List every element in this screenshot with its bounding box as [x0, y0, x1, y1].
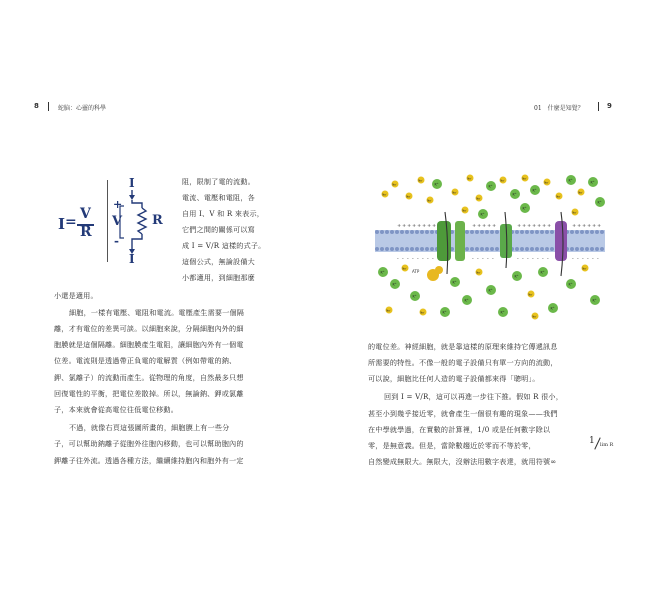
- positive-charge: +: [427, 223, 432, 229]
- circuit-plus: +: [113, 198, 123, 211]
- lipid-head: [410, 230, 414, 234]
- sodium-ion-label: Na⁺: [427, 199, 433, 203]
- negative-charge: -: [412, 256, 414, 262]
- potassium-ion-label: K⁺: [512, 192, 517, 197]
- positive-charge: +: [482, 223, 487, 229]
- positive-charge: +: [472, 223, 477, 229]
- positive-charge: +: [522, 223, 527, 229]
- negative-charge: -: [402, 256, 404, 262]
- potassium-ion-label: K⁺: [514, 274, 519, 279]
- positive-charge: +: [397, 223, 402, 229]
- right-page-number: 9: [607, 102, 612, 110]
- negative-charge: -: [517, 256, 519, 262]
- right-header-rule: [598, 102, 599, 111]
- lipid-head: [485, 247, 489, 251]
- positive-charge: +: [532, 223, 537, 229]
- potassium-ion-label: K⁺: [380, 270, 385, 275]
- lipid-head: [470, 247, 474, 251]
- sodium-ion-label: Na⁺: [578, 191, 584, 195]
- equation-lhs: I: [58, 215, 66, 233]
- lipid-head: [480, 247, 484, 251]
- lipid-head: [570, 230, 574, 234]
- lipid-head: [540, 230, 544, 234]
- lipid-head: [515, 230, 519, 234]
- potassium-ion-label: K⁺: [522, 206, 527, 211]
- circuit-minus: -: [114, 234, 119, 248]
- lipid-head: [530, 230, 534, 234]
- sodium-ion-label: Na⁺: [382, 193, 388, 197]
- lipid-head: [545, 247, 549, 251]
- lipid-head: [415, 230, 419, 234]
- positive-charge: +: [412, 223, 417, 229]
- lipid-head: [595, 247, 599, 251]
- sodium-ion-label: Na⁺: [392, 183, 398, 187]
- lipid-head: [575, 247, 579, 251]
- lipid-head: [540, 247, 544, 251]
- atp-molecule: [435, 266, 443, 274]
- lipid-head: [375, 230, 379, 234]
- circuit-voltage: V: [112, 214, 123, 229]
- positive-charge: +: [537, 223, 542, 229]
- lipid-head: [525, 230, 529, 234]
- lipid-head: [420, 247, 424, 251]
- lipid-head: [430, 230, 434, 234]
- lipid-head: [515, 247, 519, 251]
- negative-charge: -: [482, 256, 484, 262]
- positive-charge: +: [407, 223, 412, 229]
- lipid-head: [380, 247, 384, 251]
- positive-charge: +: [542, 223, 547, 229]
- sodium-ion-label: Na⁺: [572, 211, 578, 215]
- text-line: 所需要的特性。不像一般的電子設備只有單一方向的流動，: [368, 358, 558, 367]
- negative-charge: -: [597, 256, 599, 262]
- positive-charge: +: [547, 223, 552, 229]
- sodium-ion-label: Na⁺: [476, 271, 482, 275]
- lipid-head: [405, 247, 409, 251]
- lipid-head: [465, 247, 469, 251]
- lipid-head: [405, 230, 409, 234]
- sodium-ion-label: Na⁺: [556, 195, 562, 199]
- negative-charge: -: [542, 256, 544, 262]
- potassium-ion-label: K⁺: [592, 298, 597, 303]
- lipid-head: [420, 230, 424, 234]
- channel-protein-green: [437, 221, 451, 261]
- positive-charge: +: [597, 223, 602, 229]
- positive-charge: +: [477, 223, 482, 229]
- limit-denominator: lim R: [600, 442, 614, 448]
- membrane-svg: [375, 172, 605, 324]
- circuit-diagram: [112, 176, 174, 264]
- text-line: 小還是適用。: [54, 291, 98, 300]
- lipid-head: [490, 247, 494, 251]
- lipid-head: [590, 230, 594, 234]
- negative-charge: -: [547, 256, 549, 262]
- equation-numerator: V: [80, 206, 91, 222]
- text-line: 自然變成無限大。無限大，沒辦法用數字表達，就用符號∞: [368, 457, 557, 466]
- lipid-head: [570, 247, 574, 251]
- positive-charge: +: [402, 223, 407, 229]
- text-line: 阻，限制了電的流動。: [182, 177, 255, 186]
- sodium-ion-label: Na⁺: [386, 309, 392, 313]
- equation-equals: =: [65, 214, 77, 230]
- lipid-head: [550, 230, 554, 234]
- potassium-ion-label: K⁺: [412, 294, 417, 299]
- negative-charge: -: [532, 256, 534, 262]
- text-line: 的電位差。神經細胞，就是靠這樣的原理來維持它傳遞訊息: [368, 342, 558, 351]
- positive-charge: +: [577, 223, 582, 229]
- text-line: 成 I = V/R 這樣的式子。: [182, 241, 266, 250]
- potassium-ion-label: K⁺: [568, 282, 573, 287]
- lipid-head: [530, 247, 534, 251]
- negative-charge: -: [527, 256, 529, 262]
- potassium-ion-label: K⁺: [392, 282, 397, 287]
- lipid-head: [585, 230, 589, 234]
- lipid-head: [475, 247, 479, 251]
- sodium-ion-label: Na⁺: [462, 209, 468, 213]
- lipid-head: [585, 247, 589, 251]
- potassium-ion-label: K⁺: [452, 280, 457, 285]
- text-line: 自用 I、V 和 R 來表示，: [182, 209, 265, 218]
- potassium-ion-label: K⁺: [590, 180, 595, 185]
- lipid-head: [390, 247, 394, 251]
- negative-charge: -: [537, 256, 539, 262]
- lipid-head: [395, 247, 399, 251]
- negative-charge: -: [587, 256, 589, 262]
- negative-charge: -: [577, 256, 579, 262]
- negative-charge: -: [522, 256, 524, 262]
- negative-charge: -: [397, 256, 399, 262]
- lipid-head: [375, 247, 379, 251]
- positive-charge: +: [517, 223, 522, 229]
- potassium-ion-label: K⁺: [434, 182, 439, 187]
- text-line: 子，可以幫助鈉離子從胞外往胞內移動，也可以幫助胞內的: [54, 439, 244, 448]
- potassium-ion-label: K⁺: [568, 178, 573, 183]
- circuit-resistance: R: [152, 213, 163, 228]
- lipid-head: [520, 247, 524, 251]
- sodium-ion-label: Na⁺: [402, 267, 408, 271]
- negative-charge: -: [572, 256, 574, 262]
- lipid-head: [520, 230, 524, 234]
- left-page-number: 8: [34, 102, 39, 110]
- positive-charge: +: [582, 223, 587, 229]
- sodium-ion-label: Na⁺: [420, 311, 426, 315]
- lipid-head: [475, 230, 479, 234]
- left-header-rule: [48, 102, 49, 111]
- channel-protein-purple: [555, 221, 567, 261]
- lipid-head: [410, 247, 414, 251]
- positive-charge: +: [572, 223, 577, 229]
- lipid-head: [590, 247, 594, 251]
- positive-charge: +: [432, 223, 437, 229]
- sodium-ion-label: Na⁺: [522, 177, 528, 181]
- lipid-head: [430, 247, 434, 251]
- text-line: 離，才有電位的差異可談。以細胞來說，分隔細胞內外的細: [54, 324, 244, 333]
- negative-charge: -: [422, 256, 424, 262]
- lipid-head: [395, 230, 399, 234]
- text-line: 可以說，細胞比任何人造的電子設備都來得「聰明」。: [368, 374, 540, 383]
- lipid-head: [425, 230, 429, 234]
- lipid-head: [425, 247, 429, 251]
- negative-charge: -: [427, 256, 429, 262]
- potassium-ion-label: K⁺: [550, 306, 555, 311]
- positive-charge: +: [492, 223, 497, 229]
- circuit-current-top: I: [129, 176, 135, 190]
- negative-charge: -: [472, 256, 474, 262]
- lipid-head: [575, 230, 579, 234]
- circuit-current-bottom: I: [129, 252, 135, 266]
- lipid-head: [600, 247, 604, 251]
- sodium-ion-label: Na⁺: [532, 315, 538, 319]
- positive-charge: +: [417, 223, 422, 229]
- lipid-head: [600, 230, 604, 234]
- sodium-ion-label: Na⁺: [467, 177, 473, 181]
- sodium-ion-label: Na⁺: [476, 197, 482, 201]
- text-line: 電流、電壓和電阻，各: [182, 193, 255, 202]
- channel-protein-green-2: [455, 221, 465, 261]
- sodium-ion-label: Na⁺: [500, 179, 506, 183]
- negative-charge: -: [582, 256, 584, 262]
- lipid-head: [485, 230, 489, 234]
- text-line: 胞膜就是這個隔離。細胞膜產生電阻，讓細胞內外有一個電: [54, 340, 244, 349]
- lipid-head: [465, 230, 469, 234]
- sodium-ion-label: Na⁺: [528, 293, 534, 297]
- sodium-ion-label: Na⁺: [406, 195, 412, 199]
- lipid-head: [495, 230, 499, 234]
- potassium-ion-label: K⁺: [532, 188, 537, 193]
- text-line: 位差。電流則是透過帶正負電的電解質（例如帶電的鈉、: [54, 356, 237, 365]
- text-line: 這個公式，無論設備大: [182, 257, 255, 266]
- text-line: 零，是無意義。但是，當除數趨近於零而不等於零，: [368, 441, 536, 450]
- positive-charge: +: [592, 223, 597, 229]
- lipid-head: [470, 230, 474, 234]
- sodium-ion-label: Na⁺: [582, 267, 588, 271]
- lipid-head: [490, 230, 494, 234]
- text-line: 鉀、氯離子）的流動而產生。從物理的角度，自然最多只想: [54, 373, 244, 382]
- text-line: 鉀離子往外流。透過各種方法，繼續維持胞內和胞外有一定: [54, 456, 244, 465]
- equation-divider: [107, 180, 108, 262]
- right-page-header: [607, 102, 612, 110]
- negative-charge: -: [487, 256, 489, 262]
- lipid-head: [400, 230, 404, 234]
- negative-charge: -: [492, 256, 494, 262]
- left-running-head: 蛇脑：心靈的科學: [58, 105, 107, 112]
- negative-charge: -: [477, 256, 479, 262]
- lipid-head: [535, 247, 539, 251]
- potassium-ion-label: K⁺: [488, 288, 493, 293]
- atp-label: ATP: [412, 269, 420, 274]
- limit-expression: [589, 436, 629, 452]
- lipid-head: [415, 247, 419, 251]
- potassium-ion-label: K⁺: [464, 298, 469, 303]
- lipid-head: [580, 230, 584, 234]
- sodium-ion-label: Na⁺: [452, 191, 458, 195]
- negative-charge: -: [417, 256, 419, 262]
- potassium-ion-label: K⁺: [488, 184, 493, 189]
- lipid-head: [545, 230, 549, 234]
- lipid-head: [400, 247, 404, 251]
- potassium-ion-label: K⁺: [540, 270, 545, 275]
- left-page-header: [34, 102, 39, 110]
- lipid-head: [390, 230, 394, 234]
- equation-denominator: R: [80, 224, 92, 240]
- positive-charge: +: [527, 223, 532, 229]
- text-line: 細胞，一樣有電壓、電阻和電流。電壓產生需要一個隔: [69, 308, 245, 317]
- text-line: 小都適用，到細胞那麼: [182, 273, 255, 282]
- text-line: 甚至小到幾乎接近零，就會產生一個很有趣的現象——我們: [368, 409, 558, 418]
- negative-charge: -: [592, 256, 594, 262]
- sodium-ion-label: Na⁺: [418, 179, 424, 183]
- lipid-head: [525, 247, 529, 251]
- lipid-head: [535, 230, 539, 234]
- lipid-head: [595, 230, 599, 234]
- text-line: 它們之間的關係可以寫: [182, 225, 255, 234]
- potassium-ion-label: K⁺: [597, 200, 602, 205]
- lipid-head: [380, 230, 384, 234]
- potassium-ion-label: K⁺: [442, 310, 447, 315]
- text-line: 在中學就學過，在實數的計算裡，1/0 或是任何數字除以: [368, 425, 551, 434]
- right-running-head: 01 什麼是知覺？: [534, 105, 584, 112]
- negative-charge: -: [432, 256, 434, 262]
- negative-charge: -: [407, 256, 409, 262]
- positive-charge: +: [422, 223, 427, 229]
- text-line: 子，本來就會從高電位往低電位移動。: [54, 405, 178, 414]
- lipid-head: [550, 247, 554, 251]
- text-line: 回到 I = V/R，這可以再進一步往下推。假如 R 很小，: [384, 392, 563, 401]
- sodium-ion-label: Na⁺: [544, 181, 550, 185]
- limit-numerator: 1: [589, 436, 595, 446]
- lipid-head: [580, 247, 584, 251]
- positive-charge: +: [587, 223, 592, 229]
- positive-charge: +: [487, 223, 492, 229]
- lipid-head: [385, 230, 389, 234]
- potassium-ion-label: K⁺: [480, 212, 485, 217]
- lipid-head: [385, 247, 389, 251]
- membrane-illustration: [375, 172, 605, 324]
- ohms-law-equation: [58, 206, 98, 240]
- lipid-head: [495, 247, 499, 251]
- potassium-ion-label: K⁺: [500, 310, 505, 315]
- text-line: 回復電性的平衡，把電位差散掉。所以，無論鈉、鉀或氯離: [54, 389, 244, 398]
- text-line: 不過，就像右頁這張圖所畫的，細胞膜上有一些分: [69, 423, 230, 432]
- lipid-head: [480, 230, 484, 234]
